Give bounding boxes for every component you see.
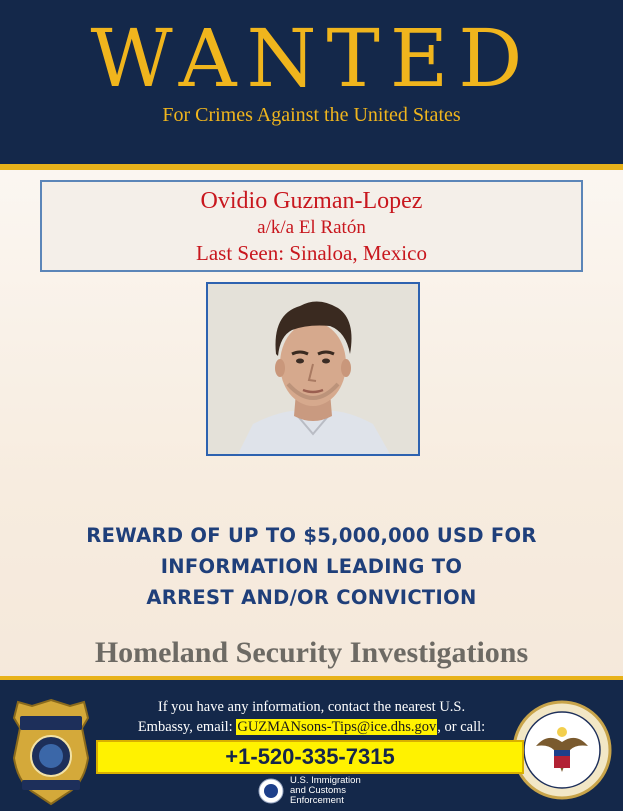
subject-portrait-icon [208,284,418,454]
reward-line-3: ARREST AND/OR CONVICTION [146,586,477,609]
header-gold-divider [0,164,623,170]
tip-email-link[interactable]: GUZMANsons-Tips@ice.dhs.gov [237,719,437,735]
tip-phone-number[interactable]: +1-520-335-7315 [96,740,524,774]
ice-label-line-1: U.S. Immigration [290,775,361,786]
agency-name: Homeland Security Investigations [94,636,529,669]
ice-label-line-2: and Customs [290,785,346,796]
subject-alias: a/k/a El Ratón [257,217,366,238]
subject-last-seen: Last Seen: Sinaloa, Mexico [196,241,427,265]
contact-line-2 [100,717,523,737]
reward-text [0,520,623,613]
state-department-seal-icon [512,698,612,802]
contact-info [100,697,523,737]
hsi-badge-icon [10,698,92,806]
ice-label-line-3: Enforcement [290,795,344,806]
subject-name: Ovidio Guzman-Lopez [200,188,423,214]
contact-prefix: Embassy, email: [137,719,237,735]
contact-line-1: If you have any information, contact the nearest U.S. [157,699,466,715]
wanted-title: WANTED [90,12,533,105]
wanted-subtitle: For Crimes Against the United States [162,104,461,126]
subject-info-box [40,180,583,272]
reward-line-1: REWARD OF UP TO $5,000,000 USD FOR [86,524,537,547]
contact-suffix: , or call: [437,719,486,735]
ice-label [290,776,361,806]
reward-line-2: INFORMATION LEADING TO [160,555,463,578]
subject-photo [206,282,420,456]
